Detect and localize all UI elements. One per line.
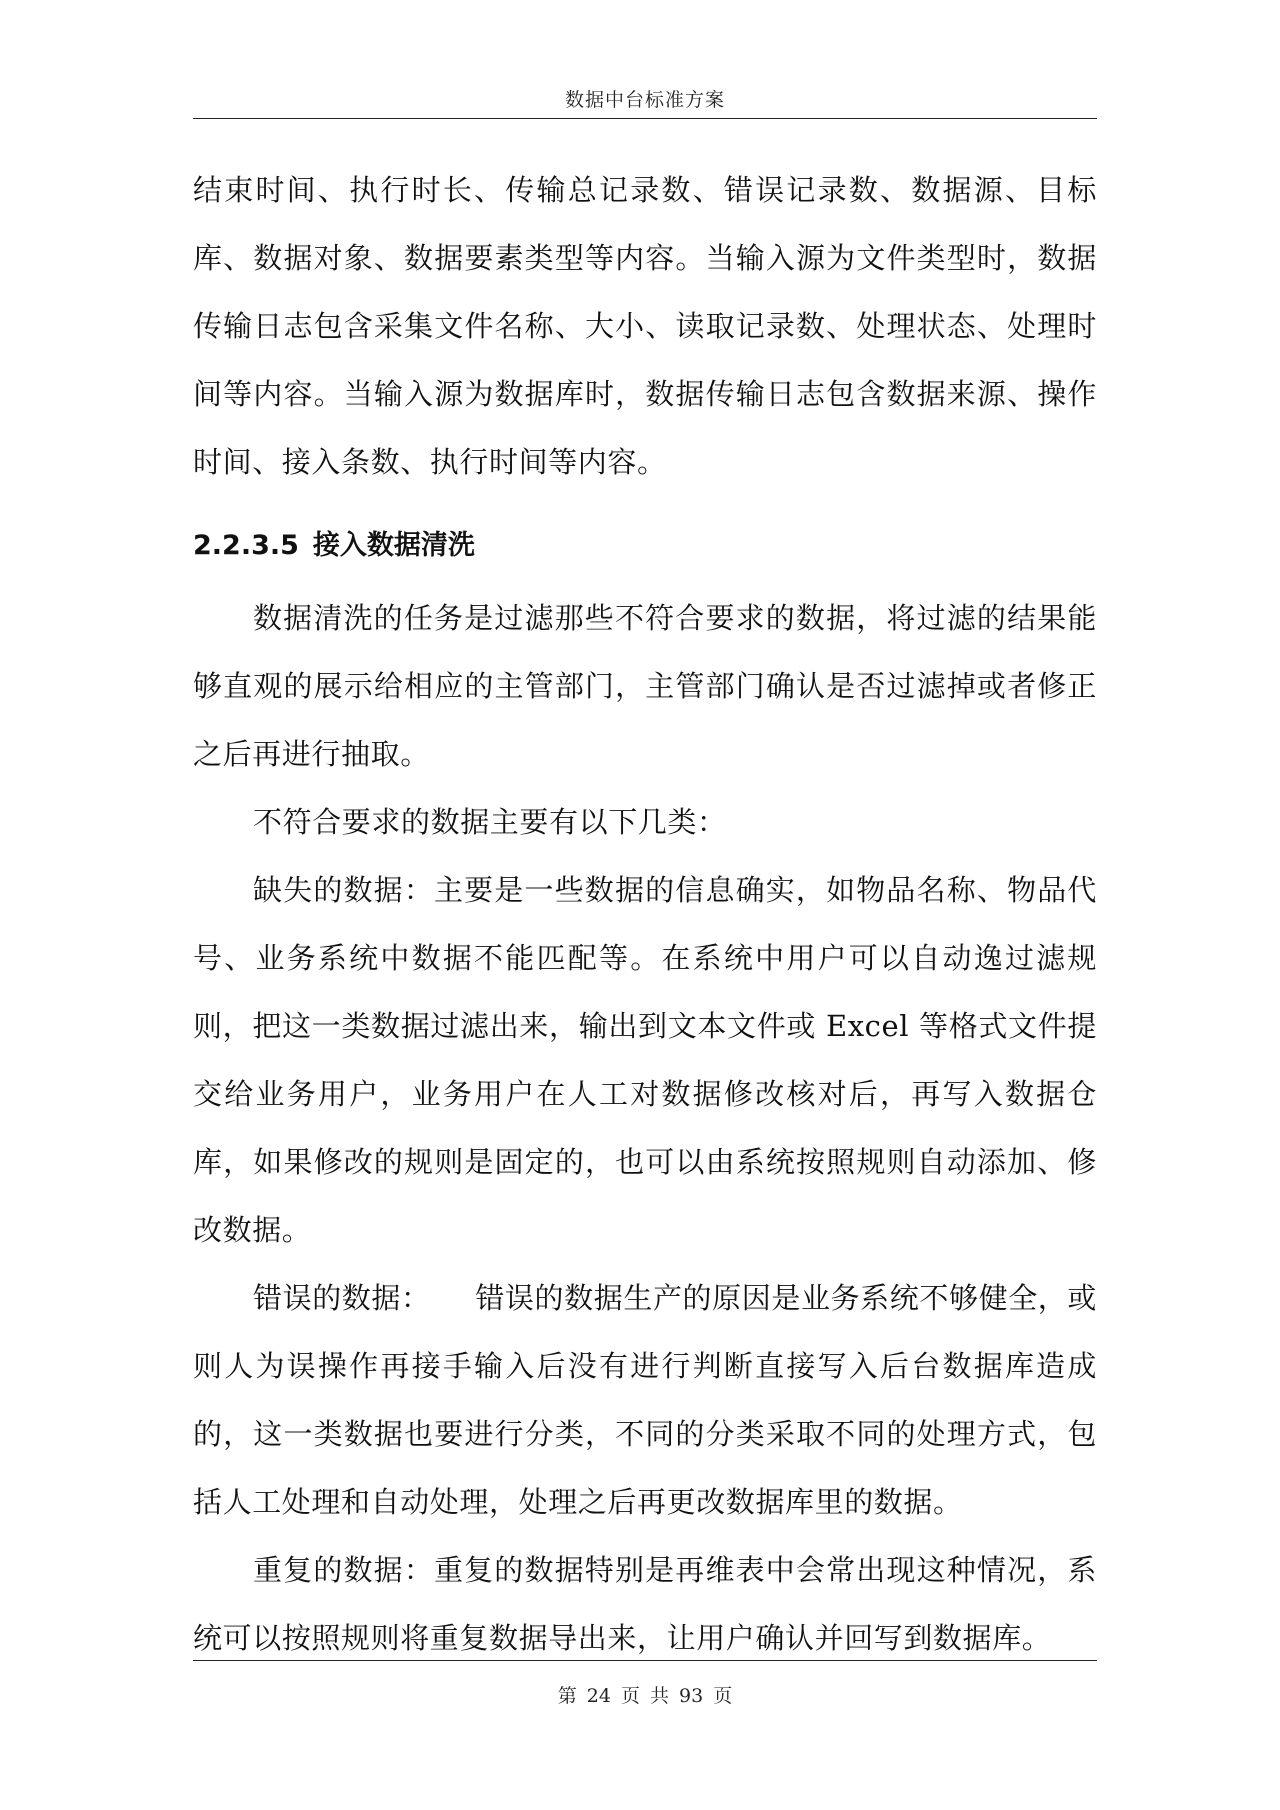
footer-total-unit: 页 — [713, 1685, 733, 1707]
total-pages-number: 93 — [679, 1685, 704, 1707]
paragraph-categories-intro: 不符合要求的数据主要有以下几类： — [253, 805, 727, 839]
paragraph-missing-data: 缺失的数据：主要是一些数据的信息确实，如物品名称、物品代号、业务系统中数据不能匹配等。在系统中用户可以自动逸过滤规则，把这一类数据过滤出来，输出到文本文件或 Excel 等格式文件提交给业务用户，业务用户在人工对数据修改核对后，再写入数据仓库，如果修改的规则是固定的，也可以由系统按照规则自动添加、修改数据。 — [193, 873, 1097, 1247]
header-divider — [193, 118, 1097, 119]
paragraph-duplicate-data: 重复的数据：重复的数据特别是再维表中会常出现这种情况，系统可以按照规则将重复数据导出来，让用户确认并回写到数据库。 — [193, 1553, 1097, 1655]
footer-page-unit: 页 — [620, 1685, 640, 1707]
section-title: 接入数据清洗 — [312, 530, 475, 561]
paragraph-cleaning-task: 数据清洗的任务是过滤那些不符合要求的数据，将过滤的结果能够直观的展示给相应的主管部门，主管部门确认是否过滤掉或者修正之后再进行抽取。 — [193, 601, 1097, 771]
section-heading — [193, 496, 1097, 584]
current-page-number: 24 — [586, 1685, 611, 1707]
page-header: 数据中台标准方案 — [564, 89, 725, 111]
footer-total-prefix: 共 — [650, 1685, 670, 1707]
footer-divider — [193, 1660, 1097, 1661]
paragraph-erroneous-data: 错误的数据： 错误的数据生产的原因是业务系统不够健全，或则人为误操作再接手输入后没有进行判断直接写入后台数据库造成的，这一类数据也要进行分类，不同的分类采取不同的处理方式，包括人工处理和自动处理，处理之后再更改数据库里的数据。 — [193, 1281, 1097, 1519]
section-number: 2.2.3.5 — [193, 530, 299, 561]
document-body — [193, 156, 1097, 1672]
footer-prefix: 第 — [557, 1685, 577, 1707]
page-footer — [193, 1682, 1097, 1710]
continued-paragraph: 结束时间、执行时长、传输总记录数、错误记录数、数据源、目标库、数据对象、数据要素类型等内容。当输入源为文件类型时，数据传输日志包含采集文件名称、大小、读取记录数、处理状态、处理时间等内容。当输入源为数据库时，数据传输日志包含数据来源、操作时间、接入条数、执行时间等内容。 — [193, 173, 1097, 479]
